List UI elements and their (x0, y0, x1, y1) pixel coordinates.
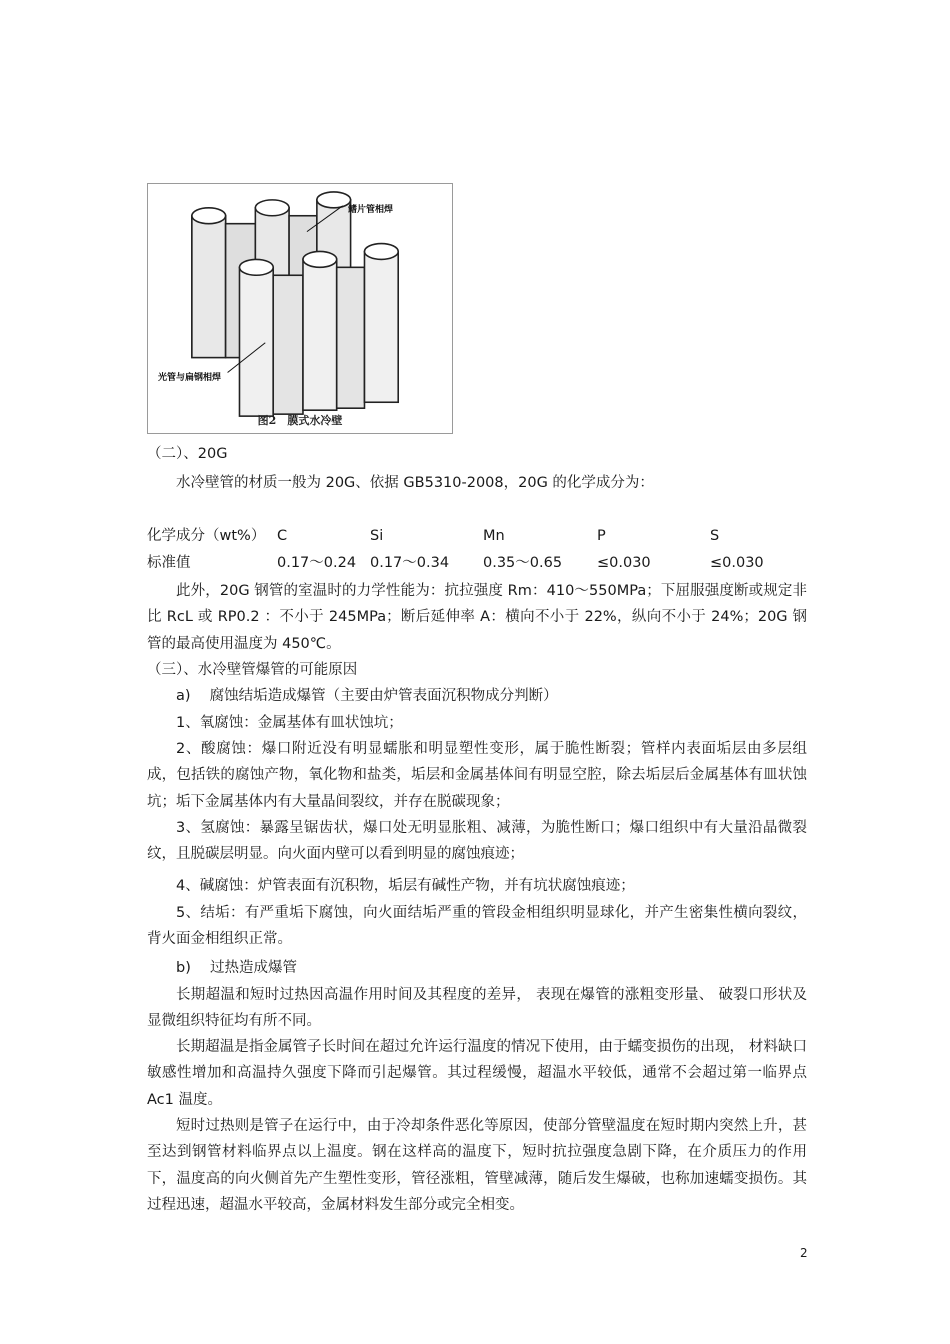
value-cell: 0.17～0.24 (277, 555, 357, 571)
bare-tube-label: 光管与扁钢相焊 (158, 373, 222, 383)
value-cell: 0.35～0.65 (483, 555, 563, 571)
hydrogen-corrosion-item: 3、氢腐蚀：暴露呈锯齿状，爆口处无明显胀粗、减薄，为脆性断口；爆口组织中有大量沿晶微裂纹，且脱碳层明显。向火面内壁可以看到明显的腐蚀痕迹； (147, 820, 807, 863)
header-cell: C (277, 528, 288, 544)
overheat-subheading: b) 过热造成爆管 (176, 960, 297, 976)
header-cell: Mn (483, 528, 505, 544)
corrosion-subheading: a) 腐蚀结垢造成爆管（主要由炉管表面沉积物成分判断） (176, 688, 558, 704)
value-cell: 标准值 (147, 555, 191, 571)
section2-heading: （二）、20G (147, 446, 228, 462)
mechanical-properties-paragraph: 此外，20G 钢管的室温时的力学性能为：抗拉强度 Rm：410～550MPa；下屈服强度断或规定非比 RcL 或 RP0.2 ：不小于 245MPa；断后延伸率 A：横向不小于 22%，纵向不小于 24%；20G 钢管的最高使用温度为 450℃。 (147, 583, 807, 652)
acid-corrosion-item: 2、酸腐蚀：爆口附近没有明显蠕胀和明显塑性变形，属于脆性断裂；管样内表面垢层由多层组成，包括铁的腐蚀产物，氧化物和盐类，垢层和金属基体间有明显空腔，除去垢层后金属基体有皿状蚀坑；垢下金属基体内有大量晶间裂纹，并存在脱碳现象； (147, 741, 807, 810)
value-cell: ≤0.030 (710, 555, 764, 571)
section3-heading: （三）、水冷壁管爆管的可能原因 (147, 662, 358, 678)
membrane-waterwall-figure (147, 183, 453, 434)
header-cell: P (597, 528, 606, 544)
page-number: 2 (800, 1246, 808, 1260)
header-cell: Si (370, 528, 384, 544)
value-cell: 0.17～0.34 (370, 555, 450, 571)
tube-illustration (148, 184, 452, 433)
alkali-corrosion-item: 4、碱腐蚀：炉管表面有沉积物，垢层有碱性产物，并有坑状腐蚀痕迹； (176, 878, 635, 894)
value-cell: ≤0.030 (597, 555, 651, 571)
short-term-overheat-paragraph: 短时过热则是管子在运行中，由于冷却条件恶化等原因，使部分管壁温度在短时期内突然上升，甚至达到钢管材料临界点以上温度。钢在这样高的温度下，短时抗拉强度急剧下降，在介质压力的作用下，温度高的向火侧首先产生塑性变形，管径涨粗，管壁减薄，随后发生爆破，也称加速蠕变损伤。其过程迅速，超温水平较高，金属材料发生部分或完全相变。 (147, 1118, 807, 1213)
fin-tube-label: 鳍片管相焊 (348, 205, 394, 215)
header-cell: S (710, 528, 720, 544)
figure-caption: 图2 膜式水冷壁 (257, 414, 343, 427)
scaling-item: 5、结垢：有严重垢下腐蚀，向火面结垢严重的管段金相组织明显球化，并产生密集性横向裂纹，背火面金相组织正常。 (147, 905, 807, 948)
section2-intro: 水冷壁管的材质一般为 20G、依据 GB5310-2008，20G 的化学成分为： (176, 475, 654, 491)
overheat-intro-paragraph: 长期超温和短时过热因高温作用时间及其程度的差异， 表现在爆管的涨粗变形量、 破裂口形状及显微组织特征均有所不同。 (147, 987, 807, 1030)
header-cell: 化学成分（wt%） (147, 528, 266, 544)
oxygen-corrosion-item: 1、氧腐蚀：金属基体有皿状蚀坑； (176, 715, 403, 731)
long-term-overheat-paragraph: 长期超温是指金属管子长时间在超过允许运行温度的情况下使用，由于蠕变损伤的出现， 材料缺口敏感性增加和高温持久强度下降而引起爆管。其过程缓慢，超温水平较低，通常不会超过第一临界点 Ac1 温度。 (147, 1039, 807, 1108)
